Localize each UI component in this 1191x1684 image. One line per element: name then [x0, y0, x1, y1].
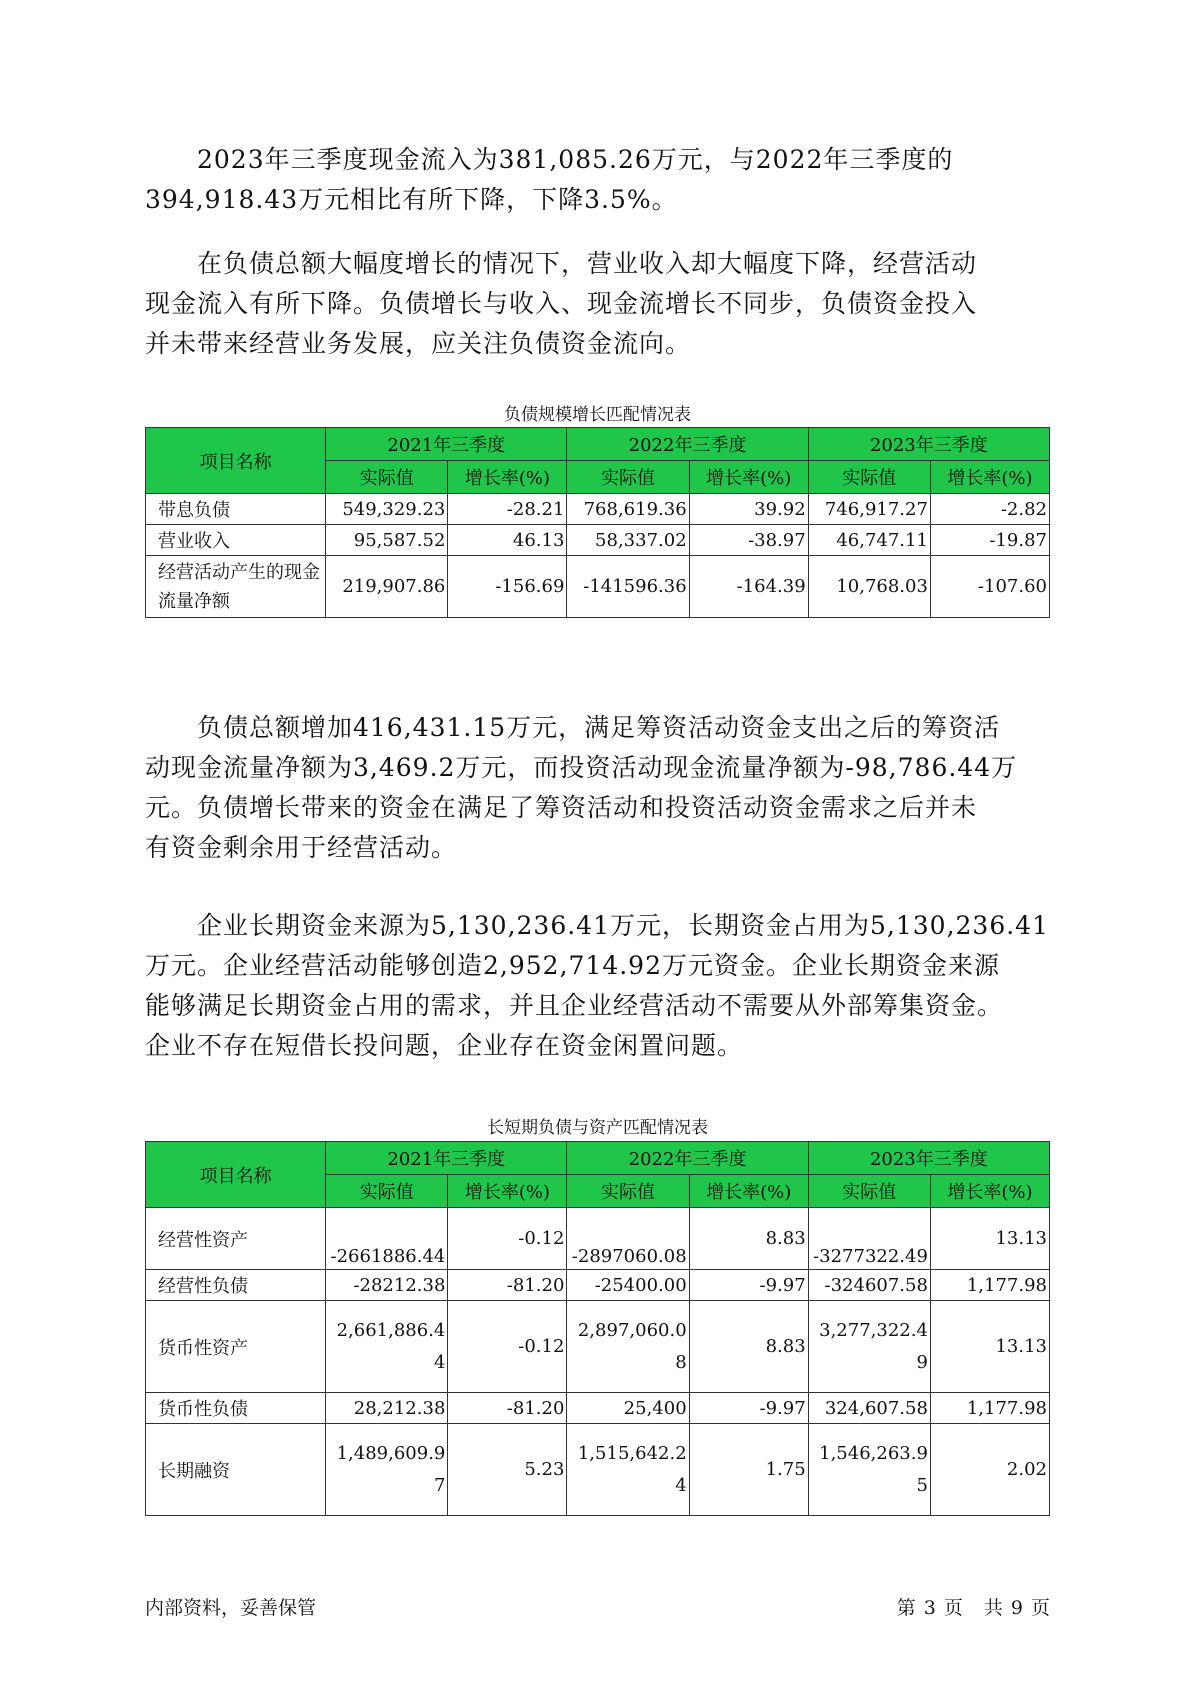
- cell-value: 219,907.86: [326, 556, 448, 618]
- cell-value: 25,400: [567, 1393, 689, 1424]
- text-line: 企业长期资金来源为5,130,236.41万元，长期资金占用为5,130,236.41: [197, 911, 1049, 940]
- cell-value: -0.12: [448, 1208, 567, 1270]
- text-line: 有资金剩余用于经营活动。: [145, 833, 458, 862]
- cell-value: -107.60: [930, 556, 1049, 618]
- cell-value: -28212.38: [326, 1270, 448, 1301]
- text-line: 并未带来经营业务发展，应关注负债资金流向。: [145, 329, 692, 358]
- text-line: 元。负债增长带来的资金在满足了筹资活动和投资活动资金需求之后并未: [145, 793, 978, 822]
- header-actual: 实际值: [567, 461, 689, 494]
- page-number: 第 3 页 共 9 页: [896, 1597, 1051, 1619]
- cell-value: 549,329.23: [326, 494, 448, 525]
- paragraph-long-term-funds: [145, 906, 1065, 1066]
- cell-value: 1,177.98: [930, 1270, 1049, 1301]
- cell-value: 324,607.58: [808, 1393, 930, 1424]
- table-row: [146, 1393, 1050, 1424]
- header-period-2023: 2023年三季度: [808, 428, 1049, 461]
- text-line: 万元。企业经营活动能够创造2,952,714.92万元资金。企业长期资金来源: [145, 951, 1000, 980]
- cell-value: 46.13: [448, 525, 567, 556]
- header-item-name: 项目名称: [146, 428, 326, 494]
- cell-value: 3,277,322.49: [808, 1301, 930, 1393]
- header-period-2023: 2023年三季度: [808, 1142, 1049, 1175]
- row-label: 营业收入: [146, 525, 326, 556]
- cell-value: -81.20: [448, 1270, 567, 1301]
- cell-value: 2,897,060.08: [567, 1301, 689, 1393]
- cell-value: 46,747.11: [808, 525, 930, 556]
- cell-value: -156.69: [448, 556, 567, 618]
- cell-value: -19.87: [930, 525, 1049, 556]
- header-actual: 实际值: [326, 1175, 448, 1208]
- header-period-2022: 2022年三季度: [567, 1142, 808, 1175]
- paragraph-debt-growth: [145, 244, 1065, 364]
- cell-value: -164.39: [689, 556, 808, 618]
- table2-caption: 长短期负债与资产匹配情况表: [487, 1118, 708, 1138]
- cell-value: -2897060.08: [567, 1208, 689, 1270]
- header-period-2022: 2022年三季度: [567, 428, 808, 461]
- cell-value: -38.97: [689, 525, 808, 556]
- text-line: 2023年三季度现金流入为381,085.26万元，与2022年三季度的: [197, 145, 954, 174]
- header-item-name: 项目名称: [146, 1142, 326, 1208]
- header-actual: 实际值: [326, 461, 448, 494]
- cell-value: 5.23: [448, 1424, 567, 1516]
- text-line: 动现金流量净额为3,469.2万元，而投资活动现金流量净额为-98,786.44万: [145, 753, 1018, 782]
- cell-value: 8.83: [689, 1208, 808, 1270]
- cell-value: 13.13: [930, 1208, 1049, 1270]
- cell-value: 58,337.02: [567, 525, 689, 556]
- table-row: [146, 494, 1050, 525]
- cell-value: 768,619.36: [567, 494, 689, 525]
- cell-value: -2661886.44: [326, 1208, 448, 1270]
- cell-value: -0.12: [448, 1301, 567, 1393]
- cell-value: -2.82: [930, 494, 1049, 525]
- debt-scale-table: [145, 427, 1050, 618]
- header-growth: 增长率(%): [930, 1175, 1049, 1208]
- cell-value: 95,587.52: [326, 525, 448, 556]
- cell-value: 13.13: [930, 1301, 1049, 1393]
- cell-value: 1,489,609.97: [326, 1424, 448, 1516]
- header-actual: 实际值: [808, 1175, 930, 1208]
- table-row: [146, 525, 1050, 556]
- cell-value: 39.92: [689, 494, 808, 525]
- table-row: [146, 556, 1050, 618]
- cell-value: 1.75: [689, 1424, 808, 1516]
- cell-value: -9.97: [689, 1270, 808, 1301]
- row-label: 经营活动产生的现金流量净额: [146, 556, 326, 618]
- table-row: [146, 1270, 1050, 1301]
- cell-value: 746,917.27: [808, 494, 930, 525]
- header-growth: 增长率(%): [689, 461, 808, 494]
- cell-value: 10,768.03: [808, 556, 930, 618]
- cell-value: -3277322.49: [808, 1208, 930, 1270]
- cell-value: 8.83: [689, 1301, 808, 1393]
- table-row: [146, 1301, 1050, 1393]
- cell-value: 1,177.98: [930, 1393, 1049, 1424]
- header-growth: 增长率(%): [930, 461, 1049, 494]
- header-growth: 增长率(%): [448, 461, 567, 494]
- header-growth: 增长率(%): [448, 1175, 567, 1208]
- cell-value: 1,515,642.24: [567, 1424, 689, 1516]
- header-actual: 实际值: [567, 1175, 689, 1208]
- cell-value: -9.97: [689, 1393, 808, 1424]
- header-growth: 增长率(%): [689, 1175, 808, 1208]
- cell-value: -324607.58: [808, 1270, 930, 1301]
- table1-caption: 负债规模增长匹配情况表: [504, 405, 691, 425]
- table-row: [146, 1424, 1050, 1516]
- row-label: 经营性负债: [146, 1270, 326, 1301]
- table-row: [146, 1208, 1050, 1270]
- text-line: 企业不存在短借长投问题，企业存在资金闲置问题。: [145, 1031, 744, 1060]
- debt-asset-match-table: [145, 1141, 1050, 1516]
- header-period-2021: 2021年三季度: [326, 1142, 567, 1175]
- paragraph-financing: [145, 708, 1065, 868]
- paragraph-cash-inflow: [145, 140, 1065, 220]
- header-actual: 实际值: [808, 461, 930, 494]
- row-label: 经营性资产: [146, 1208, 326, 1270]
- text-line: 能够满足长期资金占用的需求，并且企业经营活动不需要从外部筹集资金。: [145, 991, 1004, 1020]
- header-period-2021: 2021年三季度: [326, 428, 567, 461]
- row-label: 货币性资产: [146, 1301, 326, 1393]
- text-line: 负债总额增加416,431.15万元，满足筹资活动资金支出之后的筹资活: [197, 713, 1001, 742]
- cell-value: -28.21: [448, 494, 567, 525]
- row-label: 长期融资: [146, 1424, 326, 1516]
- footer-confidential-note: 内部资料，妥善保管: [145, 1597, 317, 1619]
- row-label: 带息负债: [146, 494, 326, 525]
- text-line: 在负债总额大幅度增长的情况下，营业收入却大幅度下降，经营活动: [197, 249, 978, 278]
- text-line: 现金流入有所下降。负债增长与收入、现金流增长不同步，负债资金投入: [145, 289, 978, 318]
- cell-value: 2.02: [930, 1424, 1049, 1516]
- text-line: 394,918.43万元相比有所下降，下降3.5%。: [145, 185, 678, 214]
- cell-value: -25400.00: [567, 1270, 689, 1301]
- cell-value: 1,546,263.95: [808, 1424, 930, 1516]
- cell-value: -81.20: [448, 1393, 567, 1424]
- cell-value: 2,661,886.44: [326, 1301, 448, 1393]
- row-label: 货币性负债: [146, 1393, 326, 1424]
- cell-value: -141596.36: [567, 556, 689, 618]
- cell-value: 28,212.38: [326, 1393, 448, 1424]
